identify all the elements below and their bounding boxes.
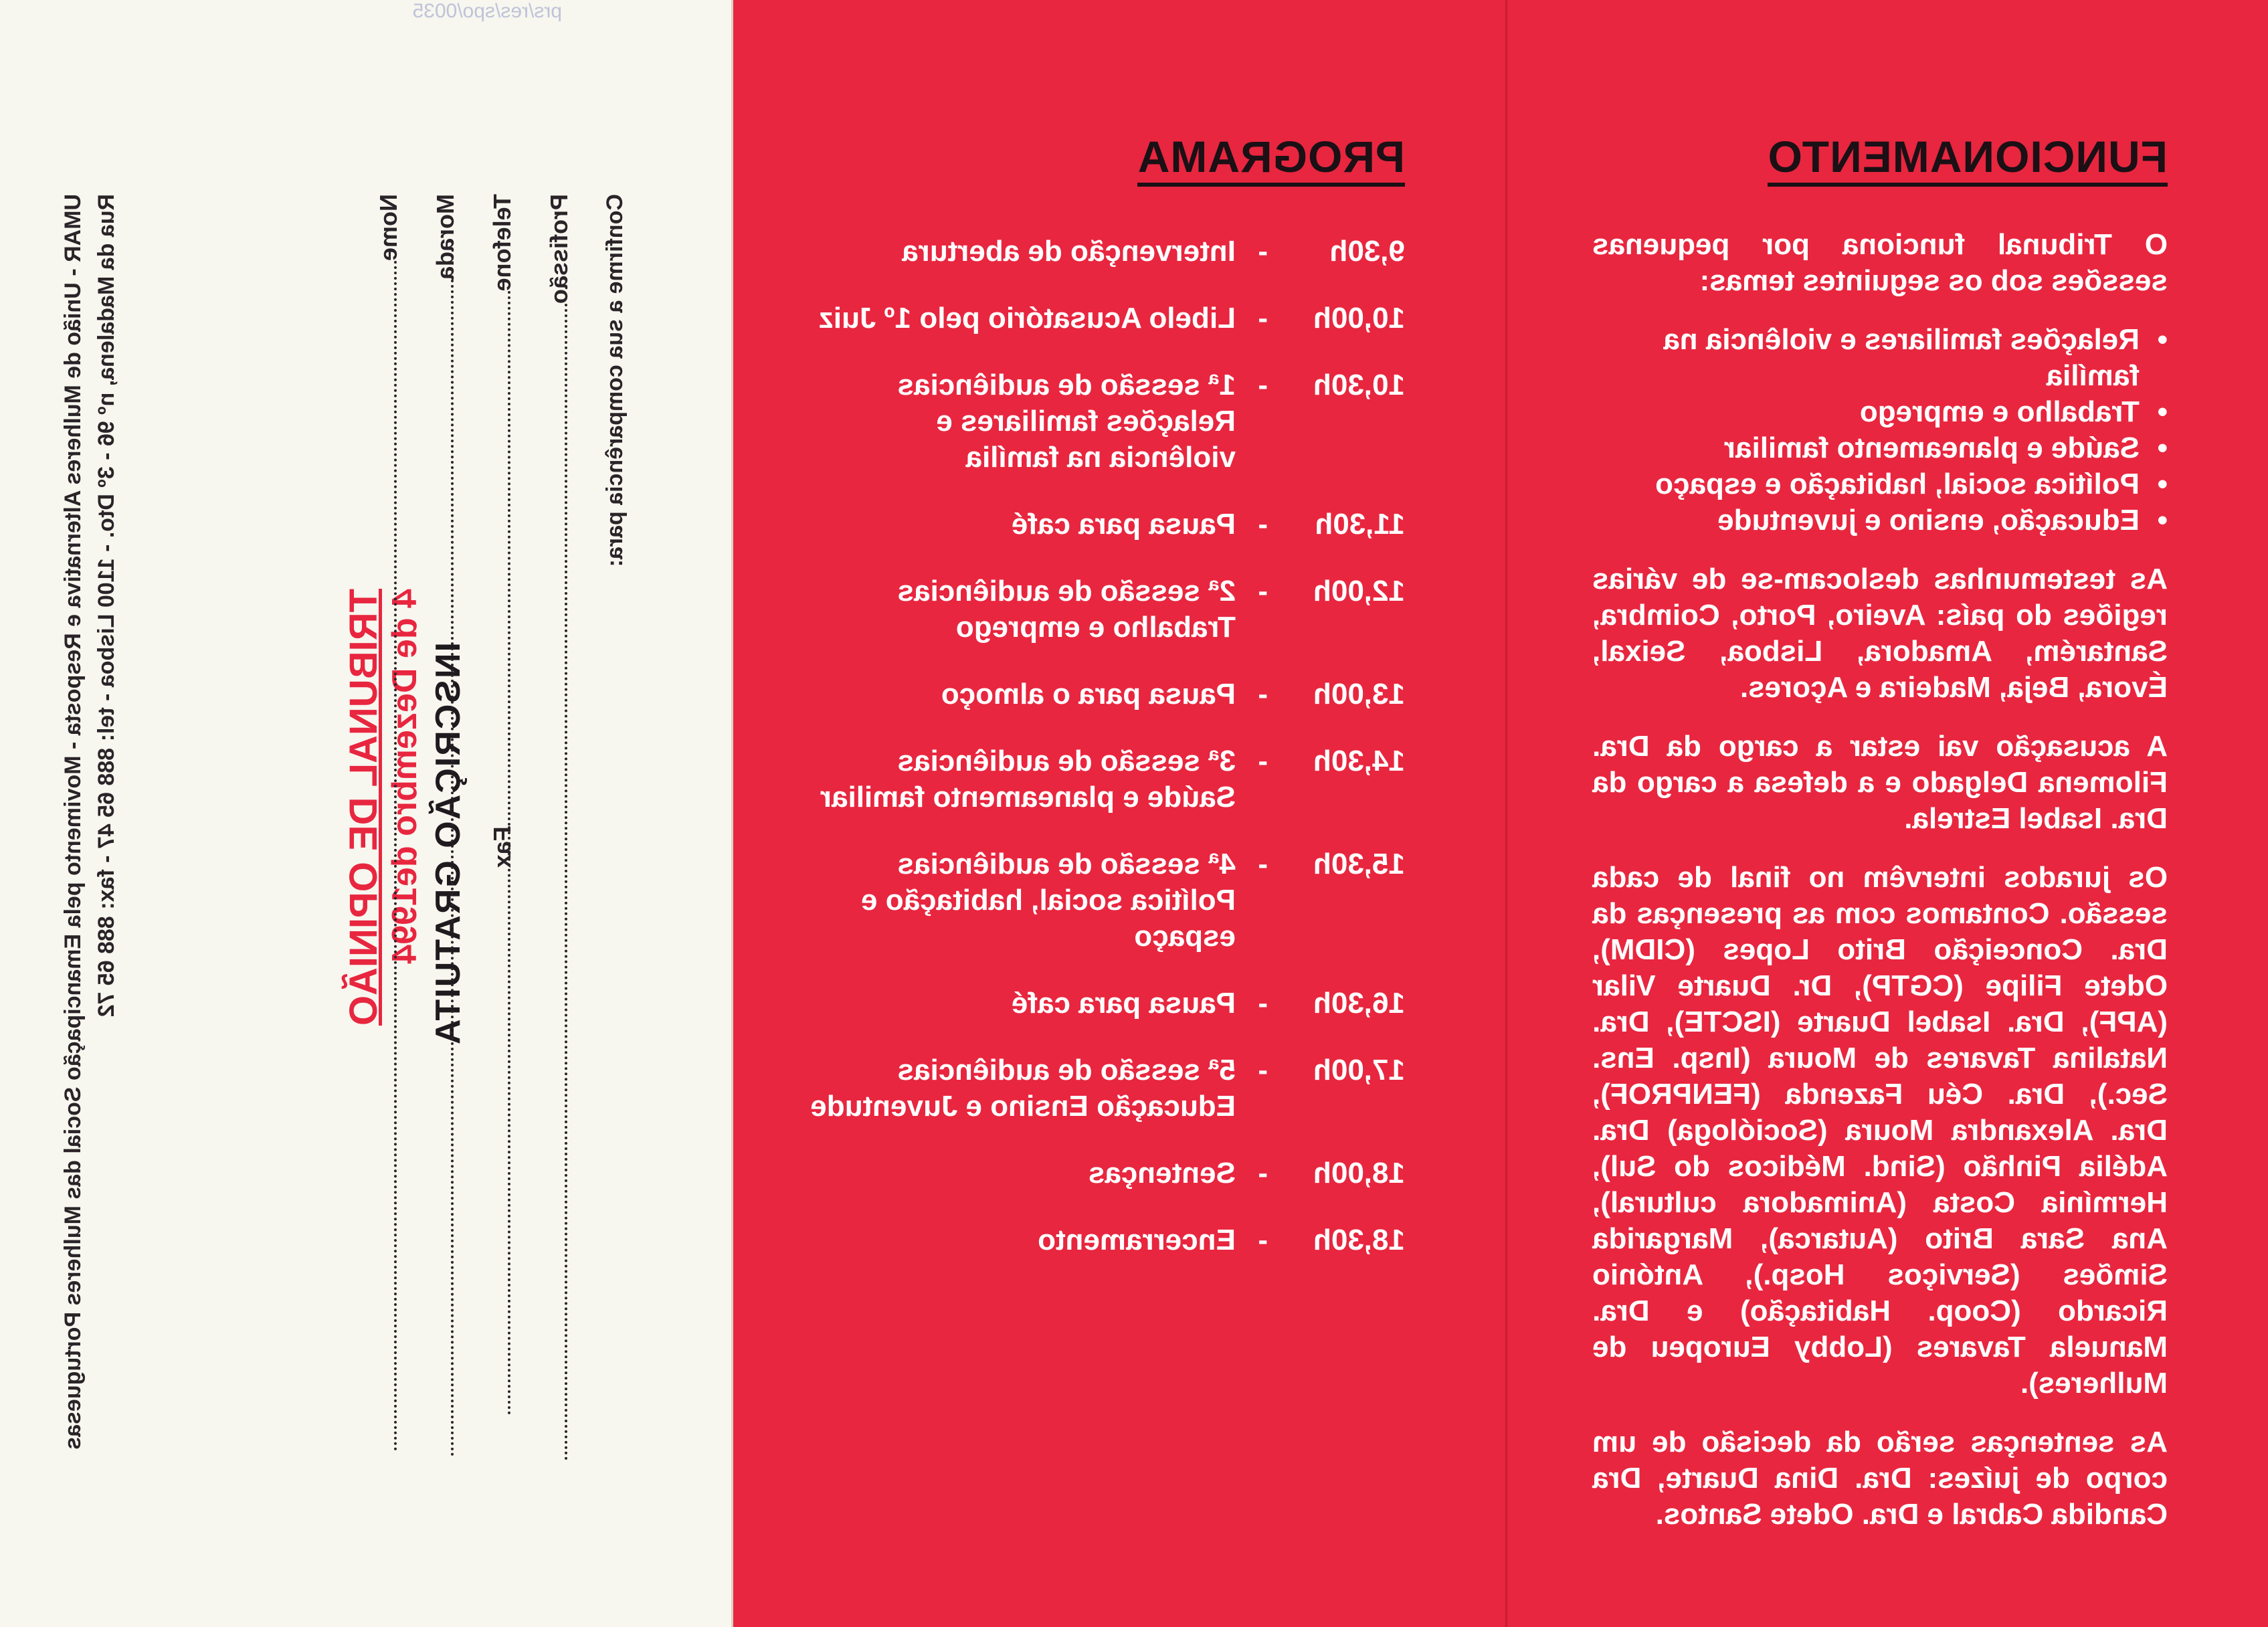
confirm-attendance-text: Confirme a sua comparência para: (602, 194, 628, 567)
fax-input-line[interactable] (490, 826, 510, 1415)
tribunal-date: 4 de Dezembro de1994 (385, 589, 424, 964)
theme-item: • Saúde e planeamento familiar (1592, 430, 2168, 466)
schedule-time: 17,00h (1313, 1054, 1405, 1087)
schedule-dash: - (1258, 302, 1268, 335)
schedule-text: 1ª sessão de audiências Relações familiares e violência na família (897, 369, 1236, 474)
schedule-text: Pausa para café (1011, 987, 1236, 1020)
schedule-row (803, 233, 1405, 270)
organization-address: Rua da Madalena, nº 96 - 3º Dto. - 1100 Lisboa - tel: 888 65 47 - fax: 888 65 72 (94, 194, 119, 1018)
schedule-dash: - (1258, 575, 1268, 608)
theme-item: • Trabalho e emprego (1592, 394, 2168, 430)
funcionamento-intro: O Tribunal funciona por pequenas sessões sob os seguintes temas: (1592, 228, 2168, 298)
testemunhas-paragraph: As testemunhas deslocam-se de várias regiões do país: Aveiro, Porto, Coimbra, Santarém, Amadora, Lisboa, Seixal, Évora, Beja, Madeira e Açores. (1592, 563, 2168, 704)
schedule-text: 3ª sessão de audiências Saúde e planeamento familiar (820, 745, 1236, 814)
theme-item: • Educação, ensino e juventude (1592, 502, 2168, 539)
schedule-text: 5ª sessão de audiências Educação Ensino e Juventude (810, 1054, 1236, 1123)
schedule-dash: - (1258, 678, 1268, 711)
schedule-dash: - (1258, 508, 1268, 541)
address-label: Morada (432, 194, 459, 280)
schedule-time: 14,30h (1313, 745, 1405, 778)
name-input-line[interactable] (377, 261, 397, 1452)
phone-input-line[interactable] (490, 291, 510, 826)
profession-input-line[interactable] (547, 304, 567, 1461)
phone-field[interactable]: TelefoneFax (488, 194, 516, 1415)
schedule-time: 10,30h (1313, 369, 1405, 402)
schedule-text: Encerramento (1038, 1224, 1236, 1257)
organization-name: UMAR - União de Mulheres Alternativa e Resposta - Movimento pela Emancipação Social das Mulheres Portuguesas (60, 194, 86, 1450)
schedule-dash: - (1258, 235, 1268, 268)
schedule-text: Pausa para café (1011, 508, 1236, 541)
schedule-row (803, 985, 1405, 1022)
schedule-time: 11,30h (1315, 508, 1405, 541)
sentencas-paragraph: As sentenças serão da decisão de um corpo de juízes: Dra. Dina Duarte, Dra Candida Cabral e Dra. Odete Santos. (1592, 1426, 2168, 1531)
schedule-text: 4ª sessão de audiências Política social, habitação e espaço (861, 848, 1236, 953)
schedule-row (803, 676, 1405, 712)
phone-label: Telefone (488, 194, 516, 292)
schedule-time: 18,00h (1313, 1157, 1405, 1190)
schedule-time: 15,30h (1313, 848, 1405, 881)
acusacao-paragraph: A acusação vai estar a cargo da Dra. Filomena Delgado e a defesa a cargo da Dra. Isabel Estrela. (1592, 730, 2168, 836)
schedule-dash: - (1258, 1157, 1268, 1190)
schedule-text: Pausa para o almoço (941, 678, 1236, 711)
name-label: Nome (375, 194, 402, 262)
schedule-dash: - (1258, 369, 1268, 402)
schedule-dash: - (1258, 987, 1268, 1020)
profession-field[interactable] (545, 194, 573, 1461)
schedule-text: Libelo Acusatório pelo 1º Juiz (818, 302, 1236, 335)
programa-section (803, 134, 1405, 1289)
theme-item: • Política social, habitação e espaço (1592, 466, 2168, 502)
jurados-paragraph: Os jurados intervêm no final de cada sessão. Contamos com as presenças da Dra. Conceição Brito Lopes (CIDM), Odete Filipe (CGTP), Dr. Duarte Vilar (APF), Dra. Isabel Duarte (ISCTE), Dra. Natalina Tavares de Moura (Insp. Ens. Sec.), Dra. Céu Fazenda (FENPROF), Dra. Alexandra Moura (Socióloga) Dra. Adélia Pinhão (Sind. Médicos do Sul), Hermínia Costa (Animadora cultural), Ana Sara Brito (Autarca), Margarida Simões (Serviços Hosp.), António Ricardo (Coop. Habitação) e Dra. Manuela Tavares (Lobby Europeu de Mulheres). (1592, 861, 2168, 1400)
schedule-text: 2ª sessão de audiências Trabalho e emprego (897, 575, 1236, 644)
schedule-row (803, 743, 1405, 816)
schedule-time: 18,30h (1313, 1224, 1405, 1257)
schedule-row (803, 506, 1405, 543)
schedule-dash: - (1258, 745, 1268, 778)
schedule-row (803, 367, 1405, 476)
themes-list (1592, 322, 2168, 539)
address-input-line[interactable] (434, 280, 454, 1457)
schedule-row (803, 1052, 1405, 1125)
schedule-dash: - (1258, 1054, 1268, 1087)
funcionamento-section (1592, 134, 2168, 1533)
schedule-time: 16,30h (1313, 987, 1405, 1020)
schedule-list (803, 233, 1405, 1258)
schedule-row (803, 1155, 1405, 1191)
schedule-time: 10,00h (1313, 302, 1405, 335)
address-field[interactable] (432, 194, 460, 1457)
schedule-dash: - (1258, 1224, 1268, 1257)
registration-title: INSCRIÇÃO GRATUITA (429, 642, 468, 1046)
schedule-time: 13,00h (1313, 678, 1405, 711)
schedule-row (803, 300, 1405, 337)
funcionamento-heading: FUNCIONAMENTO (1768, 134, 2168, 187)
schedule-text: Intervenção de abertura (902, 235, 1236, 268)
programa-heading: PROGRAMA (1137, 134, 1405, 187)
schedule-row (803, 1222, 1405, 1258)
name-field[interactable] (375, 194, 403, 1452)
schedule-row (803, 573, 1405, 646)
schedule-time: 12,00h (1313, 575, 1405, 608)
schedule-text: Sentenças (1088, 1157, 1236, 1190)
profession-label: Profissão (545, 194, 573, 304)
archive-reference-note: prs/res/spo/0035 (412, 0, 562, 22)
schedule-dash: - (1258, 848, 1268, 881)
schedule-row (803, 846, 1405, 955)
tribunal-title: TRIBUNAL DE OPINIÃO (342, 589, 385, 1026)
theme-item: • Relações familiares e violência na família (1592, 322, 2168, 394)
schedule-time: 9,30h (1329, 235, 1405, 268)
